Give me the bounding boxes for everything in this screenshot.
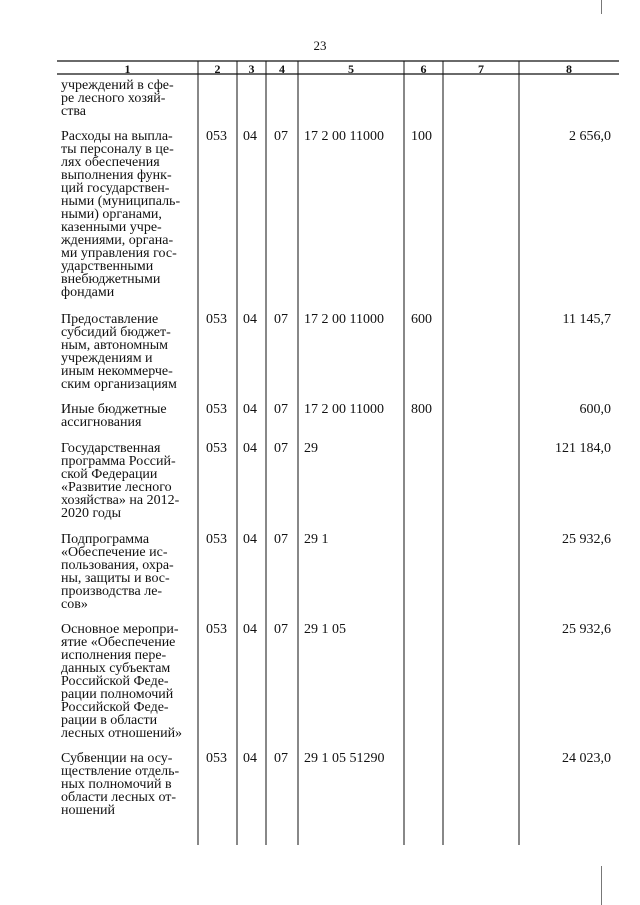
cell-col5: 17 2 00 11000 bbox=[304, 129, 384, 144]
cell-col3: 04 bbox=[243, 622, 257, 637]
cell-col3: 04 bbox=[243, 129, 257, 144]
cell-col3: 04 bbox=[243, 312, 257, 327]
cell-col5: 17 2 00 11000 bbox=[304, 312, 384, 327]
column-header-2: 2 bbox=[214, 62, 221, 76]
cell-col6: 800 bbox=[411, 402, 432, 417]
cell-col4: 07 bbox=[274, 312, 288, 327]
cell-col4: 07 bbox=[274, 129, 288, 144]
row-name: Расходы на выпла- ты персоналу в це- лях обеспечения выполнения функ- ций государствен- ными (муниципаль- ными) органами, казенными учре- ждениями, органа- ми управления гос- ударственными внебюджетными фондами bbox=[61, 129, 181, 300]
column-header-4: 4 bbox=[279, 62, 285, 76]
row-name: Основное меропри- ятие «Обеспечение исполнения пере- данных субъектам Российской Феде- рации полномочий Российской Феде- рации в области лесных отношений» bbox=[61, 622, 183, 741]
cell-col2: 053 bbox=[206, 129, 227, 144]
cell-col5: 29 bbox=[304, 441, 318, 456]
cell-amount: 600,0 bbox=[579, 402, 611, 417]
cell-col4: 07 bbox=[274, 402, 288, 417]
cell-col4: 07 bbox=[274, 532, 288, 547]
cell-col2: 053 bbox=[206, 751, 227, 766]
row-name: Субвенции на осу- ществление отдель- ных полномочий в области лесных от- ношений bbox=[61, 751, 180, 818]
cell-col2: 053 bbox=[206, 312, 227, 327]
cell-col3: 04 bbox=[243, 402, 257, 417]
cell-col5: 29 1 05 bbox=[304, 622, 346, 637]
cell-col5: 17 2 00 11000 bbox=[304, 402, 384, 417]
row-name: Предоставление субсидий бюджет- ным, автономным учреждениям и иным некоммерче- ским организациям bbox=[61, 312, 177, 392]
cell-col3: 04 bbox=[243, 532, 257, 547]
row-name: Государственная программа Россий- ской Федерации «Развитие лесного хозяйства» на 2012- 2020 годы bbox=[61, 441, 180, 521]
cell-col4: 07 bbox=[274, 751, 288, 766]
cell-col6: 600 bbox=[411, 312, 432, 327]
cell-col2: 053 bbox=[206, 441, 227, 456]
column-header-7: 7 bbox=[478, 62, 484, 76]
cell-amount: 24 023,0 bbox=[562, 751, 611, 766]
column-header-6: 6 bbox=[420, 62, 427, 76]
row-name: учреждений в сфе- ре лесного хозяй- ства bbox=[61, 78, 174, 119]
column-header-3: 3 bbox=[248, 62, 255, 76]
cell-col2: 053 bbox=[206, 532, 227, 547]
cell-col5: 29 1 bbox=[304, 532, 329, 547]
cell-col5: 29 1 05 51290 bbox=[304, 751, 385, 766]
row-name: Иные бюджетные ассигнования bbox=[61, 402, 167, 430]
cell-amount: 121 184,0 bbox=[555, 441, 611, 456]
column-header-5: 5 bbox=[348, 62, 354, 76]
cell-col3: 04 bbox=[243, 751, 257, 766]
cell-col2: 053 bbox=[206, 622, 227, 637]
cell-col2: 053 bbox=[206, 402, 227, 417]
column-header-1: 1 bbox=[124, 62, 131, 76]
cell-col3: 04 bbox=[243, 441, 257, 456]
page-number: 23 bbox=[313, 38, 327, 53]
row-name: Подпрограмма «Обеспечение ис- пользования, охра- ны, защиты и вос- производства ле- сов» bbox=[61, 532, 174, 612]
cell-col4: 07 bbox=[274, 622, 288, 637]
cell-amount: 25 932,6 bbox=[562, 622, 611, 637]
cell-col6: 100 bbox=[411, 129, 432, 144]
cell-amount: 25 932,6 bbox=[562, 532, 611, 547]
cell-amount: 2 656,0 bbox=[569, 129, 611, 144]
cell-col4: 07 bbox=[274, 441, 288, 456]
cell-amount: 11 145,7 bbox=[562, 312, 611, 327]
column-header-8: 8 bbox=[566, 62, 572, 76]
